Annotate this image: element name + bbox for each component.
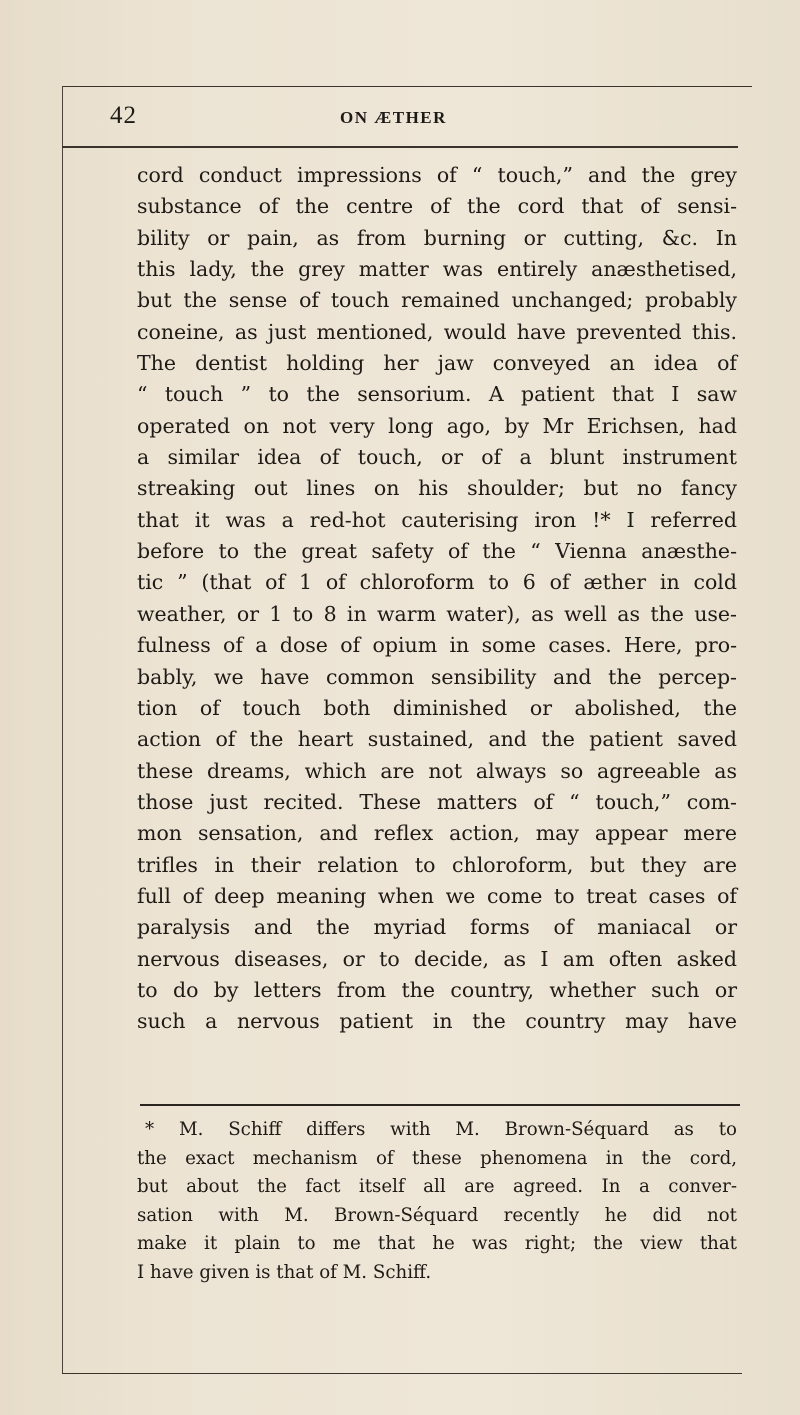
page-header: [0, 100, 800, 136]
body-line: trifles in their relation to chloroform, but they are: [137, 852, 737, 877]
body-line: tic ” (that of 1 of chloroform to 6 of æther in cold: [137, 570, 737, 595]
footnote-line: * M. Schiff differs with M. Brown-Séquard as to: [145, 1119, 737, 1140]
footnote-line: sation with M. Brown-Séquard recently he did not: [137, 1204, 737, 1226]
body-text: [137, 160, 737, 1038]
top-frame-rule: [62, 86, 752, 87]
header-rule: [62, 146, 738, 148]
body-line: bility or pain, as from burning or cutting, &c. In: [137, 225, 737, 250]
footnote-rule: [140, 1104, 740, 1106]
body-line: substance of the centre of the cord that of sensi-: [137, 194, 737, 219]
body-line: “ touch ” to the sensorium. A patient that I saw: [137, 382, 737, 407]
body-line: this lady, the grey matter was entirely anæsthetised,: [137, 257, 737, 282]
body-line: The dentist holding her jaw conveyed an idea of: [137, 351, 737, 376]
body-line: cord conduct impressions of “ touch,” and the grey: [137, 163, 737, 187]
body-line: to do by letters from the country, whether such or: [137, 977, 737, 1002]
body-line: before to the great safety of the “ Vienna anæsthe-: [137, 539, 737, 564]
footnote: [137, 1116, 737, 1288]
body-line: bably, we have common sensibility and the percep-: [137, 664, 737, 689]
body-line: operated on not very long ago, by Mr Erichsen, had: [137, 413, 737, 438]
body-line: weather, or 1 to 8 in warm water), as well as the use-: [137, 601, 737, 626]
body-line: tion of touch both diminished or abolished, the: [137, 695, 737, 720]
footnote-line: but about the fact itself all are agreed. In a conver-: [137, 1176, 737, 1198]
left-frame-rule: [62, 86, 63, 1373]
body-line: such a nervous patient in the country may have: [137, 1009, 737, 1034]
page-number: 42: [110, 102, 137, 129]
body-line: those just recited. These matters of “ touch,” com-: [137, 789, 737, 814]
body-line: a similar idea of touch, or of a blunt instrument: [137, 445, 737, 470]
body-line: coneine, as just mentioned, would have prevented this.: [137, 319, 737, 344]
footnote-line: I have given is that of M. Schiff.: [137, 1261, 432, 1283]
body-line: but the sense of touch remained unchanged; probably: [137, 288, 737, 313]
running-head: ON ÆTHER: [340, 108, 447, 127]
body-line: nervous diseases, or to decide, as I am often asked: [137, 946, 737, 971]
body-line: these dreams, which are not always so agreeable as: [137, 758, 737, 783]
body-line: paralysis and the myriad forms of maniacal or: [137, 915, 737, 940]
footnote-line: the exact mechanism of these phenomena in the cord,: [137, 1147, 737, 1169]
body-line: mon sensation, and reflex action, may appear mere: [137, 821, 737, 846]
body-line: streaking out lines on his shoulder; but no fancy: [137, 476, 737, 501]
body-line: action of the heart sustained, and the patient saved: [137, 727, 737, 752]
body-line: fulness of a dose of opium in some cases. Here, pro-: [137, 633, 737, 658]
body-line: that it was a red-hot cauterising iron !* I referred: [137, 507, 737, 532]
footnote-line: make it plain to me that he was right; the view that: [137, 1233, 737, 1255]
bottom-frame-rule: [62, 1373, 742, 1374]
body-line: full of deep meaning when we come to treat cases of: [137, 883, 737, 908]
